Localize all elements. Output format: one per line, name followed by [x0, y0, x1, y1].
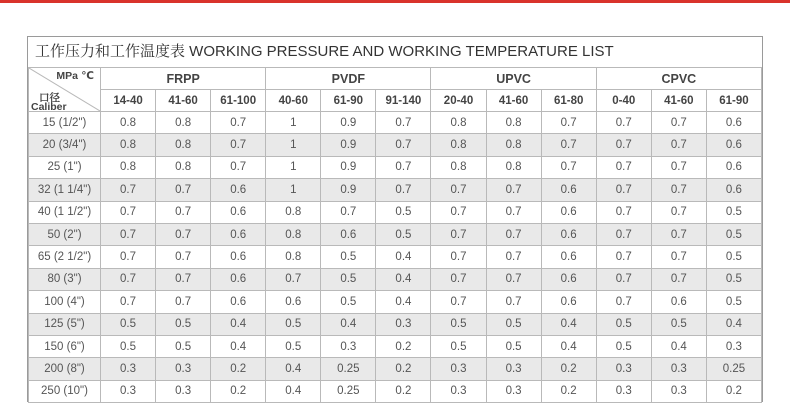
pressure-value-cell: 0.4: [541, 335, 596, 357]
pressure-value-cell: 0.6: [266, 291, 321, 313]
temperature-range-header-row: [29, 90, 762, 112]
table-title: 工作压力和工作温度表 WORKING PRESSURE AND WORKING TEMPERATURE LIST: [35, 43, 614, 60]
pressure-value-cell: 0.6: [706, 179, 761, 201]
pressure-value-cell: 0.7: [596, 201, 651, 223]
pressure-value-cell: 0.6: [541, 246, 596, 268]
pressure-value-cell: 0.5: [376, 201, 431, 223]
pressure-value-cell: 0.5: [706, 246, 761, 268]
temperature-range-header: 0-40: [596, 90, 651, 112]
pressure-value-cell: 0.7: [596, 179, 651, 201]
pressure-value-cell: 0.7: [376, 179, 431, 201]
pressure-value-cell: 0.7: [486, 223, 541, 245]
pressure-value-cell: 0.3: [651, 358, 706, 380]
caliber-cell: 20 (3/4"): [29, 134, 101, 156]
table-row: [29, 291, 762, 313]
pressure-value-cell: 0.7: [651, 134, 706, 156]
material-header-row: [29, 68, 762, 90]
pressure-value-cell: 0.5: [266, 313, 321, 335]
pressure-value-cell: 0.7: [486, 201, 541, 223]
caliber-cell: 125 (5"): [29, 313, 101, 335]
pressure-value-cell: 0.8: [266, 201, 321, 223]
table-row: [29, 268, 762, 290]
pressure-value-cell: 0.5: [156, 313, 211, 335]
caliber-cell: 80 (3"): [29, 268, 101, 290]
pressure-value-cell: 0.5: [321, 246, 376, 268]
pressure-value-cell: 0.7: [651, 112, 706, 134]
pressure-value-cell: 0.6: [541, 201, 596, 223]
pressure-value-cell: 0.5: [706, 223, 761, 245]
pressure-value-cell: 0.5: [266, 335, 321, 357]
pressure-value-cell: 0.6: [706, 134, 761, 156]
pressure-value-cell: 0.7: [101, 246, 156, 268]
pressure-value-cell: 0.5: [376, 223, 431, 245]
table-row: [29, 134, 762, 156]
pressure-value-cell: 0.7: [101, 268, 156, 290]
pressure-value-cell: 0.4: [651, 335, 706, 357]
table-row: [29, 380, 762, 402]
pressure-value-cell: 0.9: [321, 134, 376, 156]
pressure-value-cell: 0.5: [596, 313, 651, 335]
pressure-value-cell: 0.6: [541, 291, 596, 313]
pressure-value-cell: 0.2: [376, 380, 431, 402]
pressure-value-cell: 0.6: [211, 201, 266, 223]
material-header: CPVC: [596, 68, 761, 90]
pressure-temperature-table-panel: [27, 36, 763, 402]
pressure-value-cell: 0.6: [211, 246, 266, 268]
pressure-value-cell: 0.8: [486, 156, 541, 178]
pressure-value-cell: 0.4: [211, 335, 266, 357]
pressure-value-cell: 0.7: [101, 223, 156, 245]
pressure-value-cell: 0.8: [266, 223, 321, 245]
pressure-value-cell: 0.7: [431, 201, 486, 223]
pressure-value-cell: 0.7: [101, 291, 156, 313]
pressure-value-cell: 0.3: [596, 358, 651, 380]
pressure-value-cell: 0.7: [321, 201, 376, 223]
table-row: [29, 223, 762, 245]
pressure-temperature-table: [28, 67, 762, 403]
pressure-value-cell: 0.6: [706, 112, 761, 134]
pressure-value-cell: 0.6: [541, 268, 596, 290]
temperature-range-header: 61-90: [706, 90, 761, 112]
pressure-value-cell: 0.2: [211, 380, 266, 402]
pressure-value-cell: 0.7: [101, 201, 156, 223]
pressure-value-cell: 0.2: [541, 358, 596, 380]
pressure-value-cell: 0.7: [651, 156, 706, 178]
pressure-value-cell: 0.2: [211, 358, 266, 380]
pressure-value-cell: 0.7: [376, 134, 431, 156]
pressure-value-cell: 0.7: [486, 179, 541, 201]
pressure-value-cell: 0.5: [706, 268, 761, 290]
pressure-value-cell: 0.8: [431, 112, 486, 134]
caliber-cell: 50 (2"): [29, 223, 101, 245]
material-header: FRPP: [101, 68, 266, 90]
top-accent-rule: [0, 0, 790, 3]
pressure-value-cell: 0.7: [651, 246, 706, 268]
pressure-value-cell: 0.7: [101, 179, 156, 201]
pressure-value-cell: 1: [266, 179, 321, 201]
pressure-value-cell: 0.6: [706, 156, 761, 178]
pressure-value-cell: 0.8: [101, 134, 156, 156]
pressure-value-cell: 0.6: [211, 291, 266, 313]
pressure-value-cell: 0.7: [596, 268, 651, 290]
pressure-value-cell: 0.7: [486, 268, 541, 290]
pressure-value-cell: 0.7: [211, 134, 266, 156]
table-row: [29, 358, 762, 380]
pressure-value-cell: 0.8: [156, 134, 211, 156]
pressure-value-cell: 0.5: [101, 335, 156, 357]
pressure-value-cell: 0.2: [376, 335, 431, 357]
pressure-value-cell: 0.7: [596, 291, 651, 313]
pressure-value-cell: 0.3: [156, 380, 211, 402]
pressure-value-cell: 0.6: [211, 268, 266, 290]
caliber-cell: 65 (2 1/2"): [29, 246, 101, 268]
pressure-value-cell: 0.9: [321, 179, 376, 201]
pressure-value-cell: 0.4: [376, 291, 431, 313]
pressure-value-cell: 0.5: [651, 313, 706, 335]
pressure-value-cell: 0.2: [376, 358, 431, 380]
caliber-label-cn: 口径: [39, 92, 60, 104]
pressure-value-cell: 0.7: [651, 201, 706, 223]
pressure-value-cell: 0.5: [486, 335, 541, 357]
pressure-value-cell: 0.5: [156, 335, 211, 357]
pressure-value-cell: 0.3: [431, 380, 486, 402]
temperature-range-header: 41-60: [156, 90, 211, 112]
pressure-value-cell: 0.7: [596, 223, 651, 245]
temperature-range-header: 61-90: [321, 90, 376, 112]
table-row: [29, 246, 762, 268]
caliber-label-en: Caliber: [31, 101, 67, 112]
pressure-value-cell: 0.6: [541, 223, 596, 245]
pressure-value-cell: 0.3: [101, 380, 156, 402]
pressure-value-cell: 0.3: [486, 358, 541, 380]
pressure-value-cell: 0.7: [431, 268, 486, 290]
pressure-value-cell: 0.7: [431, 291, 486, 313]
caliber-cell: 100 (4"): [29, 291, 101, 313]
pressure-value-cell: 0.8: [431, 134, 486, 156]
pressure-value-cell: 0.7: [156, 246, 211, 268]
pressure-value-cell: 0.7: [156, 201, 211, 223]
pressure-value-cell: 0.5: [486, 313, 541, 335]
pressure-value-cell: 0.7: [596, 112, 651, 134]
pressure-value-cell: 0.7: [156, 268, 211, 290]
pressure-value-cell: 0.7: [486, 246, 541, 268]
pressure-value-cell: 0.7: [211, 156, 266, 178]
pressure-value-cell: 0.3: [596, 380, 651, 402]
temperature-range-header: 41-60: [651, 90, 706, 112]
pressure-value-cell: 0.4: [376, 268, 431, 290]
table-row: [29, 179, 762, 201]
pressure-value-cell: 0.7: [266, 268, 321, 290]
pressure-value-cell: 0.9: [321, 156, 376, 178]
pressure-value-cell: 0.3: [486, 380, 541, 402]
pressure-value-cell: 0.5: [321, 291, 376, 313]
table-row: [29, 156, 762, 178]
pressure-value-cell: 0.7: [596, 246, 651, 268]
caliber-cell: 40 (1 1/2"): [29, 201, 101, 223]
pressure-value-cell: 0.8: [101, 112, 156, 134]
temperature-range-header: 61-100: [211, 90, 266, 112]
pressure-value-cell: 1: [266, 134, 321, 156]
temperature-unit-label: ℃: [81, 70, 94, 82]
pressure-value-cell: 0.4: [706, 313, 761, 335]
pressure-value-cell: 1: [266, 156, 321, 178]
pressure-value-cell: 0.6: [211, 223, 266, 245]
caliber-cell: 200 (8"): [29, 358, 101, 380]
pressure-value-cell: 0.25: [321, 358, 376, 380]
pressure-value-cell: 0.5: [321, 268, 376, 290]
caliber-cell: 32 (1 1/4"): [29, 179, 101, 201]
pressure-value-cell: 0.7: [431, 246, 486, 268]
pressure-value-cell: 0.8: [486, 112, 541, 134]
temperature-range-header: 91-140: [376, 90, 431, 112]
pressure-value-cell: 0.7: [541, 112, 596, 134]
pressure-value-cell: 0.7: [541, 156, 596, 178]
pressure-value-cell: 0.8: [156, 112, 211, 134]
pressure-value-cell: 0.5: [431, 335, 486, 357]
pressure-value-cell: 0.3: [706, 335, 761, 357]
pressure-value-cell: 0.7: [211, 112, 266, 134]
caliber-cell: 15 (1/2"): [29, 112, 101, 134]
pressure-value-cell: 0.7: [431, 179, 486, 201]
pressure-value-cell: 0.8: [266, 246, 321, 268]
temperature-range-header: 14-40: [101, 90, 156, 112]
pressure-value-cell: 0.7: [156, 291, 211, 313]
pressure-value-cell: 0.8: [486, 134, 541, 156]
pressure-value-cell: 0.7: [651, 179, 706, 201]
pressure-value-cell: 0.7: [596, 156, 651, 178]
pressure-value-cell: 0.4: [541, 313, 596, 335]
pressure-value-cell: 0.3: [101, 358, 156, 380]
pressure-value-cell: 0.25: [321, 380, 376, 402]
pressure-value-cell: 0.6: [321, 223, 376, 245]
pressure-value-cell: 0.7: [376, 112, 431, 134]
pressure-value-cell: 0.4: [321, 313, 376, 335]
pressure-value-cell: 0.8: [156, 156, 211, 178]
pressure-value-cell: 0.7: [156, 179, 211, 201]
pressure-value-cell: 0.5: [596, 335, 651, 357]
table-row: [29, 201, 762, 223]
pressure-value-cell: 0.7: [431, 223, 486, 245]
pressure-value-cell: 0.4: [266, 358, 321, 380]
caliber-cell: 150 (6"): [29, 335, 101, 357]
material-header: UPVC: [431, 68, 596, 90]
pressure-value-cell: 0.4: [376, 246, 431, 268]
table-row: [29, 112, 762, 134]
temperature-range-header: 40-60: [266, 90, 321, 112]
pressure-value-cell: 0.7: [541, 134, 596, 156]
pressure-value-cell: 0.5: [706, 201, 761, 223]
pressure-value-cell: 0.6: [541, 179, 596, 201]
pressure-value-cell: 0.3: [321, 335, 376, 357]
pressure-value-cell: 0.7: [596, 134, 651, 156]
pressure-value-cell: 0.5: [101, 313, 156, 335]
pressure-value-cell: 0.9: [321, 112, 376, 134]
corner-header-cell: [29, 68, 101, 112]
temperature-range-header: 20-40: [431, 90, 486, 112]
table-body: [29, 112, 762, 403]
pressure-value-cell: 0.7: [156, 223, 211, 245]
pressure-value-cell: 0.25: [706, 358, 761, 380]
pressure-value-cell: 0.5: [431, 313, 486, 335]
pressure-value-cell: 0.7: [376, 156, 431, 178]
pressure-unit-label: MPa: [56, 70, 78, 82]
pressure-value-cell: 0.2: [706, 380, 761, 402]
pressure-value-cell: 0.7: [486, 291, 541, 313]
caliber-cell: 25 (1"): [29, 156, 101, 178]
pressure-value-cell: 0.6: [211, 179, 266, 201]
pressure-value-cell: 0.8: [101, 156, 156, 178]
pressure-value-cell: 0.4: [266, 380, 321, 402]
table-row: [29, 313, 762, 335]
pressure-value-cell: 1: [266, 112, 321, 134]
pressure-value-cell: 0.3: [376, 313, 431, 335]
pressure-value-cell: 0.6: [651, 291, 706, 313]
pressure-value-cell: 0.3: [651, 380, 706, 402]
pressure-value-cell: 0.8: [431, 156, 486, 178]
pressure-value-cell: 0.3: [431, 358, 486, 380]
pressure-value-cell: 0.4: [211, 313, 266, 335]
temperature-range-header: 61-80: [541, 90, 596, 112]
temperature-range-header: 41-60: [486, 90, 541, 112]
pressure-value-cell: 0.7: [651, 223, 706, 245]
caliber-cell: 250 (10"): [29, 380, 101, 402]
pressure-value-cell: 0.3: [156, 358, 211, 380]
material-header: PVDF: [266, 68, 431, 90]
pressure-value-cell: 0.5: [706, 291, 761, 313]
pressure-value-cell: 0.2: [541, 380, 596, 402]
pressure-value-cell: 0.7: [651, 268, 706, 290]
table-row: [29, 335, 762, 357]
